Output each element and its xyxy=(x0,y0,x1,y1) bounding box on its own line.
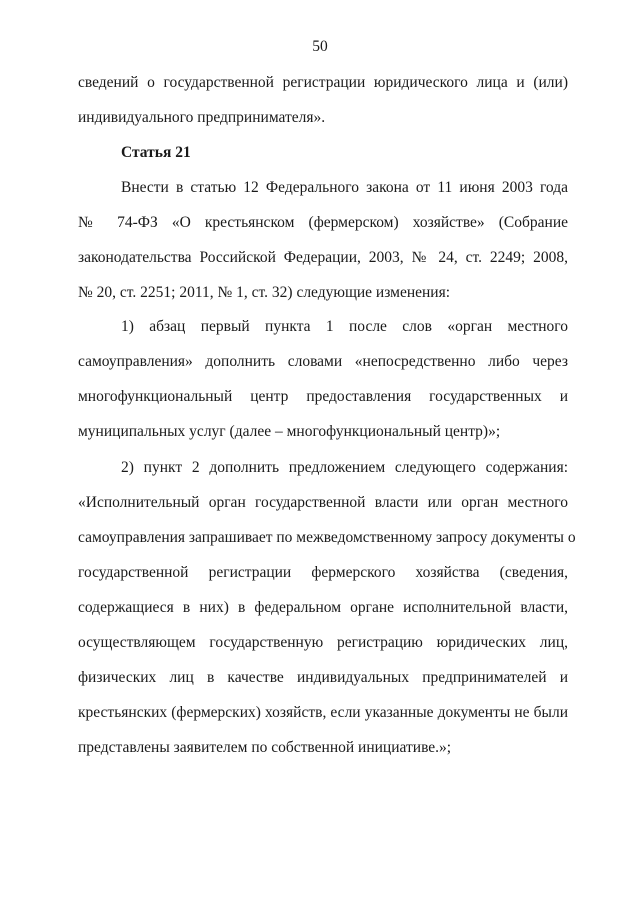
text-line: 1) абзац первый пункта 1 после слов «орган местного xyxy=(121,318,568,335)
text-line: многофункциональный центр предоставления государственных и xyxy=(78,388,568,405)
text-line: физических лиц в качестве индивидуальных предпринимателей и xyxy=(78,669,568,686)
text-line: содержащиеся в них) в федеральном органе исполнительной власти, xyxy=(78,599,568,616)
text-line: самоуправления запрашивает по межведомственному запросу документы о xyxy=(78,529,576,546)
text-line: крестьянских (фермерских) хозяйств, если указанные документы не были xyxy=(78,704,568,721)
text-line: осуществляющем государственную регистрацию юридических лиц, xyxy=(78,634,568,651)
text-line: государственной регистрации фермерского хозяйства (сведения, xyxy=(78,564,568,581)
text-line: Внести в статью 12 Федерального закона от 11 июня 2003 года xyxy=(121,179,568,196)
article-heading: Статья 21 xyxy=(121,144,191,161)
text-line: № 74-ФЗ «О крестьянском (фермерском) хозяйстве» (Собрание xyxy=(78,214,568,231)
text-line: законодательства Российской Федерации, 2003, № 24, ст. 2249; 2008, xyxy=(78,249,568,266)
text-line: № 20, ст. 2251; 2011, № 1, ст. 32) следующие изменения: xyxy=(78,284,451,301)
text-line: самоуправления» дополнить словами «непосредственно либо через xyxy=(78,353,568,370)
page-number: 50 xyxy=(312,38,328,55)
text-line: муниципальных услуг (далее – многофункциональный центр)»; xyxy=(78,423,501,440)
text-line: представлены заявителем по собственной инициативе.»; xyxy=(78,739,452,756)
text-line: сведений о государственной регистрации юридического лица и (или) xyxy=(78,74,568,91)
text-line: «Исполнительный орган государственной власти или орган местного xyxy=(78,494,568,511)
text-line: 2) пункт 2 дополнить предложением следующего содержания: xyxy=(121,459,568,476)
text-line: индивидуального предпринимателя». xyxy=(78,109,326,126)
